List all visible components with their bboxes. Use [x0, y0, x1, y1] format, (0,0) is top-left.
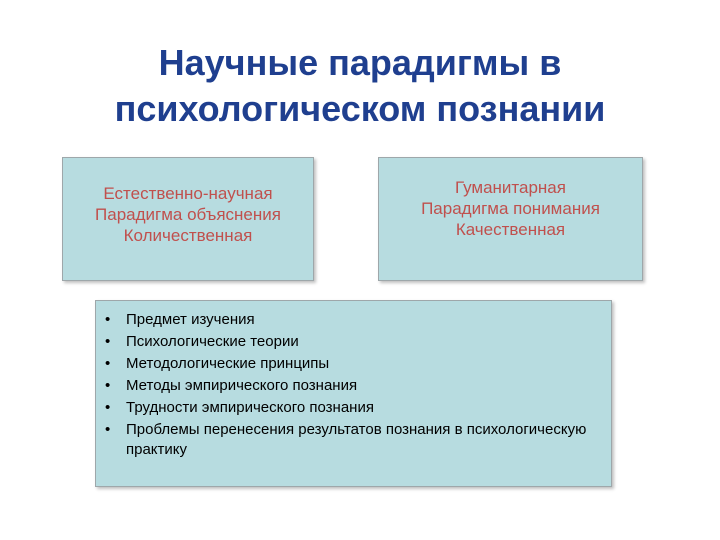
list-item: [102, 398, 595, 418]
list-item-text: Методологические принципы: [126, 355, 330, 372]
list-item: [102, 420, 595, 460]
list-item-text: Психологические теории: [126, 333, 299, 350]
humanitarian-paradigm-name: Гуманитарная: [455, 178, 566, 197]
list-item-text: Предмет изучения: [126, 311, 255, 328]
list-item: [102, 332, 595, 352]
comparison-criteria-list: [102, 310, 595, 460]
bullet-icon: •: [105, 355, 111, 372]
natural-science-paradigm-kind: Количественная: [123, 226, 253, 245]
bullet-icon: •: [105, 377, 111, 394]
humanitarian-paradigm-kind: Качественная: [455, 220, 566, 239]
list-item-text: Трудности эмпирического познания: [126, 399, 374, 416]
list-item: [102, 354, 595, 374]
bullet-icon: •: [105, 421, 111, 438]
slide-title-line-1: Научные парадигмы в: [158, 42, 562, 83]
slide-title: [40, 40, 680, 132]
list-item-text: Проблемы перенесения результатов познания в психологическую практику: [126, 421, 587, 458]
natural-science-paradigm-name: Естественно-научная: [103, 184, 273, 203]
list-item-text: Методы эмпирического познания: [126, 377, 358, 394]
slide-title-line-2: психологическом познании: [114, 88, 606, 129]
list-item: [102, 310, 595, 330]
bullet-icon: •: [105, 399, 111, 416]
natural-science-paradigm-type: Парадигма объяснения: [95, 205, 281, 224]
list-item: [102, 376, 595, 396]
natural-science-paradigm-box: [62, 157, 314, 281]
humanitarian-paradigm-type: Парадигма понимания: [421, 199, 600, 218]
comparison-criteria-box: [95, 300, 612, 487]
bullet-icon: •: [105, 311, 111, 328]
humanitarian-paradigm-box: [378, 157, 643, 281]
bullet-icon: •: [105, 333, 111, 350]
